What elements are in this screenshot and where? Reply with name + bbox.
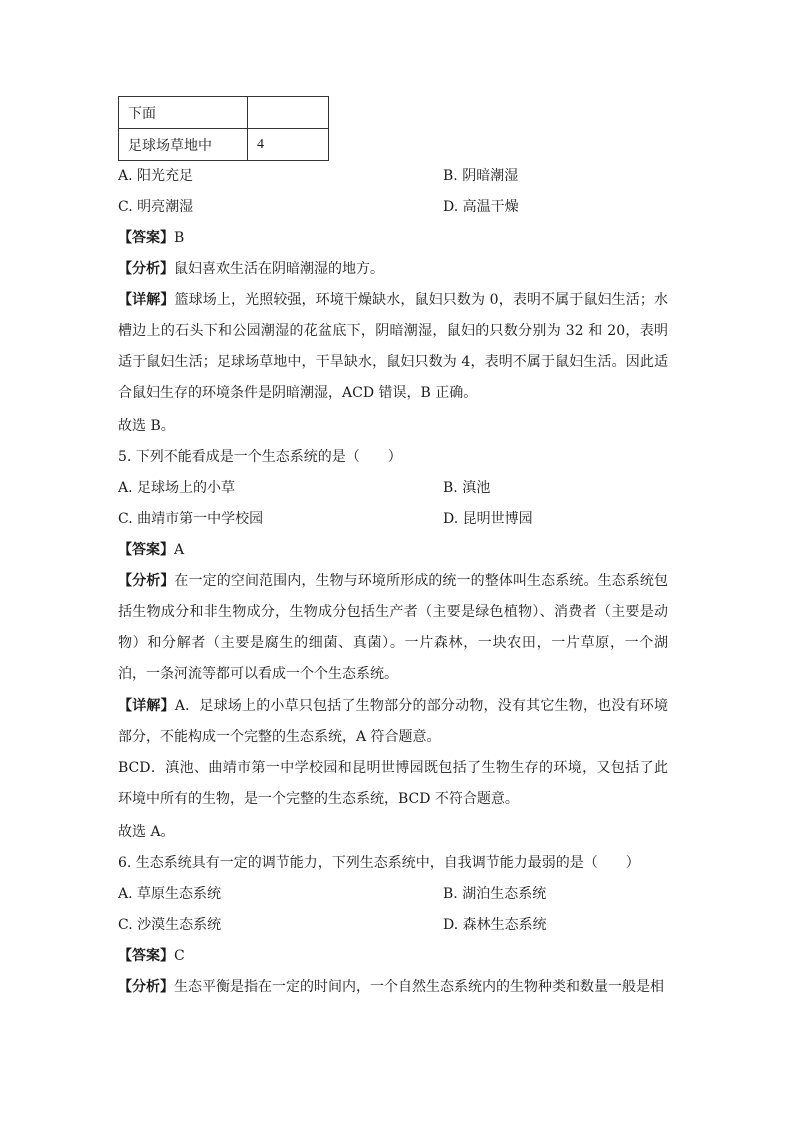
q4-conclusion: 故选 B。	[118, 418, 175, 434]
q4-analysis	[118, 259, 678, 279]
analysis-tag: 【分析】	[118, 261, 174, 277]
survey-table	[118, 96, 329, 161]
q5-option-a: A. 足球场上的小草	[118, 480, 236, 496]
q4-detail	[118, 285, 668, 409]
answer-value: C	[174, 948, 185, 964]
analysis-tag: 【分析】	[118, 573, 175, 589]
q4-option-b: B. 阴暗潮湿	[443, 168, 519, 184]
q6-option-c: C. 沙漠生态系统	[118, 917, 222, 933]
q5-detail-2: BCD．滇池、曲靖市第一中学校园和昆明世博园既包括了生物生存的环境，又包括了此环境中所有的生物，是一个完整的生态系统，BCD 不符合题意。	[118, 760, 668, 807]
q5-option-c: C. 曲靖市第一中学校园	[118, 511, 264, 527]
table-row	[119, 97, 329, 129]
analysis-tag: 【分析】	[118, 979, 174, 995]
q5-stem: 5. 下列不能看成是一个生态系统的是（ ）	[118, 449, 402, 465]
q6-option-b: B. 湖泊生态系统	[443, 886, 547, 902]
detail-text: 篮球场上，光照较强，环境干燥缺水，鼠妇只数为 0，表明不属于鼠妇生活；水槽边上的石头下和公园潮湿的花盆底下，阴暗潮湿，鼠妇的只数分别为 32 和 20，表明适于鼠妇生活；足球场草地中，干旱缺水，鼠妇只数为 4，表明不属于鼠妇生活。因此适合鼠妇生存的环境条件是阴暗潮湿，ACD 错误，B 正确。	[118, 292, 669, 401]
q6-answer	[118, 946, 678, 966]
answer-tag: 【答案】	[118, 542, 174, 558]
analysis-text: 在一定的空间范围内，生物与环境所形成的统一的整体叫生态系统。生态系统包括生物成分和非生物成分，生物成分包括生产者（主要是绿色植物）、消费者（主要是动物）和分解者（主要是腐生的细菌、真菌）。一片森林，一块农田，一片草原，一个湖泊，一条河流等都可以看成一个个生态系统。	[118, 573, 668, 682]
q4-option-a: A. 阳光充足	[118, 168, 194, 184]
analysis-text: 生态平衡是指在一定的时间内，一个自然生态系统内的生物种类和数量一般是相	[174, 979, 664, 995]
q5-option-d: D. 昆明世博园	[443, 511, 533, 527]
q5-answer	[118, 540, 678, 560]
answer-tag: 【答案】	[118, 948, 174, 964]
table-cell-place: 下面	[119, 97, 248, 129]
answer-value: B	[174, 230, 185, 246]
answer-tag: 【答案】	[118, 230, 174, 246]
q4-option-c: C. 明亮潮湿	[118, 199, 194, 215]
q4-answer	[118, 228, 678, 248]
table-row	[119, 129, 329, 161]
q4-option-d: D. 高温干燥	[443, 199, 519, 215]
q5-analysis	[118, 566, 668, 690]
q5-conclusion: 故选 A。	[118, 824, 175, 840]
table-cell-count	[248, 97, 329, 129]
detail-tag: 【详解】	[118, 292, 175, 308]
q6-stem: 6. 生态系统具有一定的调节能力，下列生态系统中，自我调节能力最弱的是（ ）	[118, 855, 640, 871]
q6-analysis	[118, 977, 678, 997]
answer-value: A	[174, 542, 185, 558]
q5-option-b: B. 滇池	[443, 480, 491, 496]
q6-option-a: A. 草原生态系统	[118, 886, 222, 902]
q5-detail	[118, 691, 668, 753]
detail-text: A．足球场上的小草只包括了生物部分的部分动物，没有其它生物，也没有环境部分，不能构成一个完整的生态系统，A 符合题意。	[118, 698, 669, 745]
table-cell-count: 4	[248, 129, 329, 161]
analysis-text: 鼠妇喜欢生活在阴暗潮湿的地方。	[174, 261, 384, 277]
detail-tag: 【详解】	[118, 698, 175, 714]
q6-option-d: D. 森林生态系统	[443, 917, 547, 933]
table-cell-place: 足球场草地中	[119, 129, 248, 161]
